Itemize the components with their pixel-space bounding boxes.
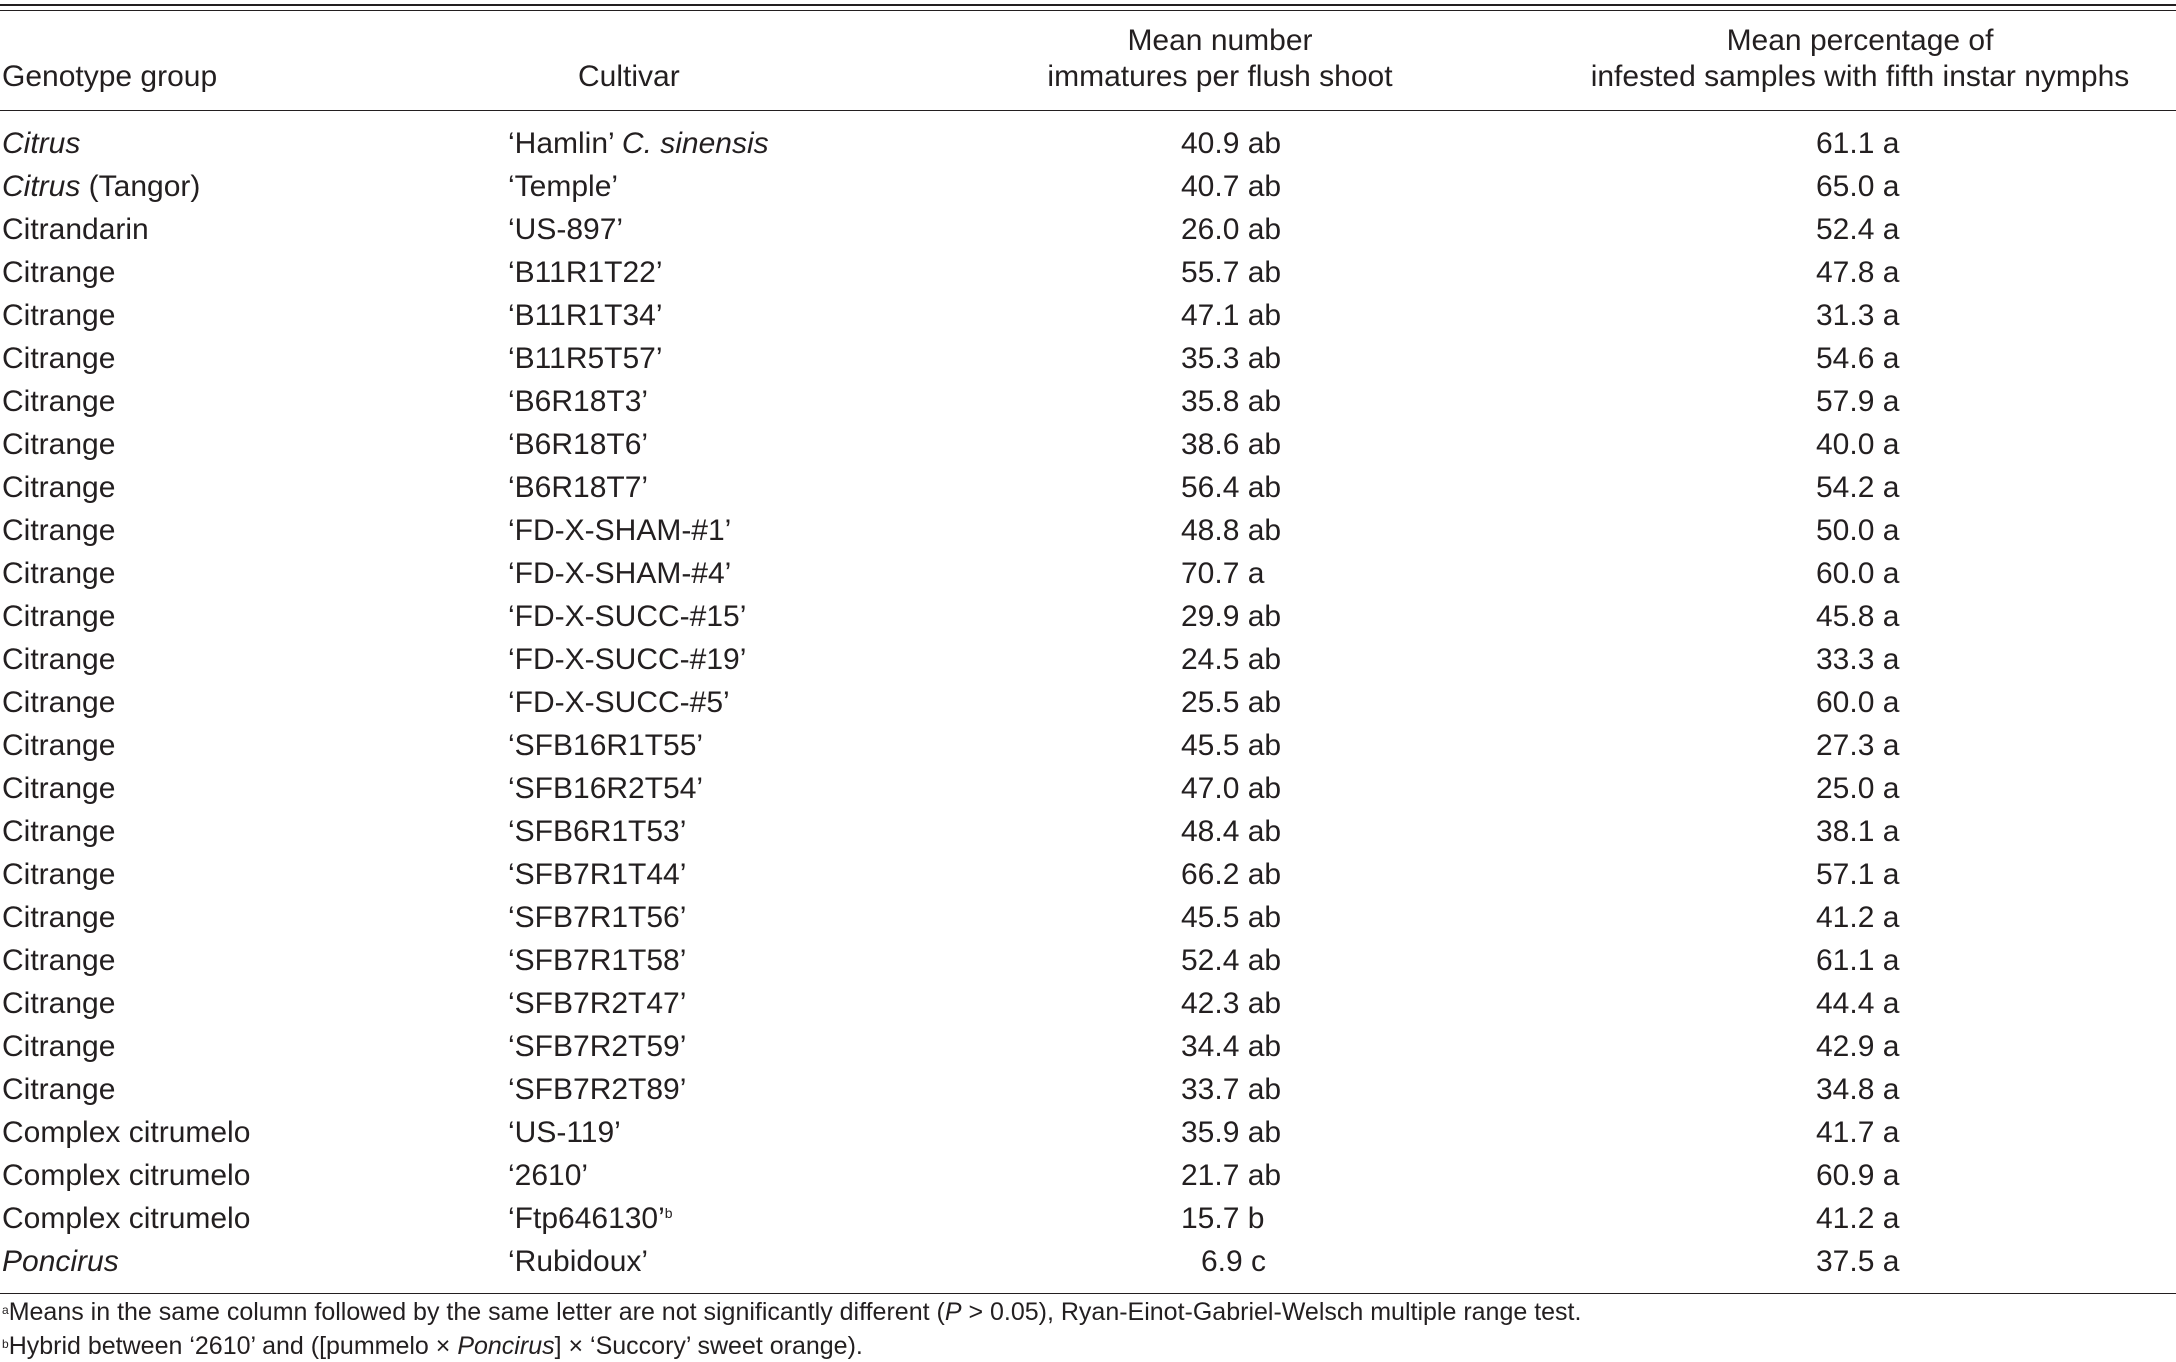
cell-mean-number: 38.6 ab bbox=[1181, 428, 1282, 461]
table-row bbox=[0, 771, 2176, 814]
cell-mean-percentage: 60.0 a bbox=[1816, 557, 1900, 590]
cell-genotype-group bbox=[2, 169, 200, 205]
cell-genotype-group bbox=[2, 900, 115, 936]
cell-mean-percentage: 57.1 a bbox=[1816, 858, 1900, 891]
table-row bbox=[0, 1201, 2176, 1244]
table-row bbox=[0, 556, 2176, 599]
table-row bbox=[0, 1115, 2176, 1158]
cell-cultivar bbox=[508, 1201, 673, 1237]
table-row bbox=[0, 943, 2176, 986]
cell-mean-number: 40.7 ab bbox=[1181, 170, 1282, 203]
cell-cultivar bbox=[508, 814, 686, 850]
table-row bbox=[0, 212, 2176, 255]
genotype-group-text: Citrange bbox=[2, 385, 116, 418]
genotype-group-text: Citrange bbox=[2, 858, 116, 891]
footnote-b bbox=[2, 1331, 863, 1361]
table-row bbox=[0, 298, 2176, 341]
cell-mean-percentage: 38.1 a bbox=[1816, 815, 1900, 848]
cell-cultivar bbox=[508, 900, 686, 936]
table-row bbox=[0, 685, 2176, 728]
cell-genotype-group bbox=[2, 255, 115, 291]
cultivar-text: ‘FD-X-SHAM-#1’ bbox=[508, 514, 732, 547]
cell-cultivar bbox=[508, 771, 703, 807]
table-row bbox=[0, 255, 2176, 298]
genotype-group-text: Citrange bbox=[2, 944, 116, 977]
cell-cultivar bbox=[508, 298, 663, 334]
cell-mean-number: 48.8 ab bbox=[1181, 514, 1282, 547]
genotype-group-italic: Citrus bbox=[2, 170, 81, 203]
footnote-b-text-2: ] × ‘Succory’ sweet orange). bbox=[554, 1332, 863, 1360]
footnote-a-text-italic: P bbox=[944, 1298, 962, 1326]
cultivar-text: ‘Rubidoux’ bbox=[508, 1245, 649, 1278]
cell-genotype-group bbox=[2, 986, 115, 1022]
cell-mean-percentage: 52.4 a bbox=[1816, 213, 1900, 246]
genotype-group-text: Citrange bbox=[2, 600, 116, 633]
cell-mean-percentage: 54.6 a bbox=[1816, 342, 1900, 375]
cell-mean-percentage: 41.7 a bbox=[1816, 1116, 1900, 1149]
cultivar-italic: C. sinensis bbox=[621, 127, 769, 160]
footnote-a-text-2: > 0.05), Ryan-Einot-Gabriel-Welsch multiple range test. bbox=[961, 1298, 1582, 1326]
cell-mean-number: 24.5 ab bbox=[1181, 643, 1282, 676]
genotype-group-text: Citrandarin bbox=[2, 213, 149, 246]
cell-mean-percentage: 41.2 a bbox=[1816, 1202, 1900, 1235]
cell-genotype-group bbox=[2, 384, 115, 420]
cell-mean-percentage: 57.9 a bbox=[1816, 385, 1900, 418]
table-row bbox=[0, 169, 2176, 212]
genotype-group-text: Citrange bbox=[2, 299, 116, 332]
genotype-group-text: Complex citrumelo bbox=[2, 1202, 251, 1235]
cell-mean-percentage: 44.4 a bbox=[1816, 987, 1900, 1020]
cell-mean-number: 47.0 ab bbox=[1181, 772, 1282, 805]
table-row bbox=[0, 1029, 2176, 1072]
cell-mean-percentage: 54.2 a bbox=[1816, 471, 1900, 504]
table-row bbox=[0, 470, 2176, 513]
table-row bbox=[0, 986, 2176, 1029]
genotype-group-text: Complex citrumelo bbox=[2, 1116, 251, 1149]
cell-mean-percentage: 37.5 a bbox=[1816, 1245, 1900, 1278]
table-row bbox=[0, 126, 2176, 169]
genotype-group-text: Citrange bbox=[2, 428, 116, 461]
header-mean-number bbox=[1020, 23, 1420, 95]
cell-cultivar bbox=[508, 427, 648, 463]
table-top-rule bbox=[0, 4, 2176, 6]
cell-cultivar bbox=[508, 341, 663, 377]
genotype-group-text: Citrange bbox=[2, 987, 116, 1020]
cell-cultivar bbox=[508, 255, 663, 291]
cell-genotype-group bbox=[2, 212, 149, 248]
cultivar-text: ‘SFB7R2T47’ bbox=[508, 987, 687, 1020]
cell-mean-number: 35.8 ab bbox=[1181, 385, 1282, 418]
cell-genotype-group bbox=[2, 298, 115, 334]
header-pct-line1: Mean percentage of bbox=[1726, 24, 1994, 57]
genotype-group-text: Citrange bbox=[2, 729, 116, 762]
cell-mean-number: 55.7 ab bbox=[1181, 256, 1282, 289]
cell-mean-number: 42.3 ab bbox=[1181, 987, 1282, 1020]
cell-mean-percentage: 41.2 a bbox=[1816, 901, 1900, 934]
genotype-group-italic: Poncirus bbox=[2, 1245, 119, 1278]
cell-mean-number: 45.5 ab bbox=[1181, 901, 1282, 934]
cell-mean-number: 35.3 ab bbox=[1181, 342, 1282, 375]
cell-cultivar bbox=[508, 212, 623, 248]
cultivar-text: ‘B11R1T22’ bbox=[508, 256, 663, 289]
cell-cultivar bbox=[508, 126, 769, 162]
cell-mean-percentage: 33.3 a bbox=[1816, 643, 1900, 676]
cell-mean-number: 34.4 ab bbox=[1181, 1030, 1282, 1063]
cell-cultivar bbox=[508, 169, 618, 205]
cultivar-text: ‘FD-X-SUCC-#5’ bbox=[508, 686, 730, 719]
cultivar-text: ‘SFB6R1T53’ bbox=[508, 815, 687, 848]
cell-cultivar bbox=[508, 1072, 686, 1108]
table-row bbox=[0, 900, 2176, 943]
cell-mean-percentage: 65.0 a bbox=[1816, 170, 1900, 203]
cell-cultivar bbox=[508, 1158, 588, 1194]
header-cultivar: Cultivar bbox=[578, 60, 680, 93]
genotype-group-text: Citrange bbox=[2, 643, 116, 676]
genotype-group-text: Citrange bbox=[2, 1030, 116, 1063]
cell-cultivar bbox=[508, 986, 686, 1022]
cell-genotype-group bbox=[2, 126, 80, 162]
cell-mean-number: 48.4 ab bbox=[1181, 815, 1282, 848]
cell-genotype-group bbox=[2, 513, 115, 549]
cell-mean-number: 47.1 ab bbox=[1181, 299, 1282, 332]
cell-cultivar bbox=[508, 857, 686, 893]
cell-mean-percentage: 40.0 a bbox=[1816, 428, 1900, 461]
cell-cultivar bbox=[508, 642, 746, 678]
cell-genotype-group bbox=[2, 814, 115, 850]
cell-genotype-group bbox=[2, 1158, 250, 1194]
cell-mean-number: 45.5 ab bbox=[1181, 729, 1282, 762]
cultivar-text: ‘SFB7R1T44’ bbox=[508, 858, 687, 891]
cell-genotype-group bbox=[2, 556, 115, 592]
cell-cultivar bbox=[508, 599, 746, 635]
genotype-group-text: Citrange bbox=[2, 772, 116, 805]
header-mean-line2: immatures per flush shoot bbox=[1047, 60, 1393, 93]
footnote-a-mark: a bbox=[2, 1303, 9, 1317]
table-row bbox=[0, 642, 2176, 685]
cultivar-text: ‘Temple’ bbox=[508, 170, 619, 203]
cell-cultivar bbox=[508, 1029, 686, 1065]
cell-genotype-group bbox=[2, 1029, 115, 1065]
cell-genotype-group bbox=[2, 642, 115, 678]
cultivar-text: ‘FD-X-SUCC-#19’ bbox=[508, 643, 747, 676]
cell-genotype-group bbox=[2, 1115, 250, 1151]
cell-mean-number: 26.0 ab bbox=[1181, 213, 1282, 246]
cultivar-text: ‘B11R1T34’ bbox=[508, 299, 663, 332]
genotype-group-text: (Tangor) bbox=[80, 170, 201, 203]
cultivar-text: ‘SFB7R2T89’ bbox=[508, 1073, 687, 1106]
cell-mean-number: 15.7 b bbox=[1181, 1202, 1265, 1235]
header-mean-percentage bbox=[1560, 23, 2160, 95]
cell-mean-percentage: 27.3 a bbox=[1816, 729, 1900, 762]
cell-mean-number: 56.4 ab bbox=[1181, 471, 1282, 504]
table-header-rule bbox=[0, 110, 2176, 111]
cell-genotype-group bbox=[2, 1072, 115, 1108]
cell-genotype-group bbox=[2, 427, 115, 463]
cell-mean-number: 52.4 ab bbox=[1181, 944, 1282, 977]
cell-mean-percentage: 50.0 a bbox=[1816, 514, 1900, 547]
cell-genotype-group bbox=[2, 857, 115, 893]
cultivar-text: ‘Ftp646130’ bbox=[508, 1202, 665, 1235]
cell-cultivar bbox=[508, 513, 731, 549]
footnote-a bbox=[2, 1297, 1581, 1327]
cultivar-text: ‘B6R18T3’ bbox=[508, 385, 649, 418]
cell-mean-percentage: 45.8 a bbox=[1816, 600, 1900, 633]
table-top-rule-thin bbox=[0, 10, 2176, 11]
cell-mean-percentage: 60.0 a bbox=[1816, 686, 1900, 719]
header-genotype-group: Genotype group bbox=[2, 60, 218, 93]
table-row bbox=[0, 341, 2176, 384]
cell-cultivar bbox=[508, 470, 648, 506]
table-row bbox=[0, 1244, 2176, 1287]
table-bottom-rule bbox=[0, 1293, 2176, 1294]
cell-mean-percentage: 31.3 a bbox=[1816, 299, 1900, 332]
footnote-b-text-1: Hybrid between ‘2610’ and ([pummelo × bbox=[8, 1332, 458, 1360]
cell-mean-percentage: 42.9 a bbox=[1816, 1030, 1900, 1063]
table-row bbox=[0, 814, 2176, 857]
table-row bbox=[0, 1158, 2176, 1201]
table-row bbox=[0, 384, 2176, 427]
cell-cultivar bbox=[508, 728, 703, 764]
cultivar-text: ‘2610’ bbox=[508, 1159, 589, 1192]
header-mean-line1: Mean number bbox=[1127, 24, 1313, 57]
cell-mean-percentage: 61.1 a bbox=[1816, 127, 1900, 160]
cell-mean-number: 6.9 c bbox=[1201, 1245, 1267, 1278]
cell-mean-percentage: 25.0 a bbox=[1816, 772, 1900, 805]
cell-cultivar bbox=[508, 685, 730, 721]
cell-genotype-group bbox=[2, 943, 115, 979]
cell-genotype-group bbox=[2, 1201, 250, 1237]
cell-mean-number: 29.9 ab bbox=[1181, 600, 1282, 633]
genotype-group-text: Citrange bbox=[2, 686, 116, 719]
cell-genotype-group bbox=[2, 1244, 119, 1280]
cultivar-text: ‘Hamlin’ bbox=[508, 127, 622, 160]
cultivar-footnote-mark: b bbox=[664, 1205, 673, 1221]
cultivar-text: ‘B6R18T7’ bbox=[508, 471, 649, 504]
cell-cultivar bbox=[508, 943, 686, 979]
cultivar-text: ‘B6R18T6’ bbox=[508, 428, 649, 461]
table-row bbox=[0, 728, 2176, 771]
cell-genotype-group bbox=[2, 685, 115, 721]
cultivar-text: ‘SFB16R1T55’ bbox=[508, 729, 704, 762]
cell-genotype-group bbox=[2, 470, 115, 506]
cultivar-text: ‘US-897’ bbox=[508, 213, 624, 246]
table-body bbox=[0, 126, 2176, 1287]
cell-mean-number: 66.2 ab bbox=[1181, 858, 1282, 891]
cell-mean-number: 35.9 ab bbox=[1181, 1116, 1282, 1149]
cell-cultivar bbox=[508, 1244, 648, 1280]
genotype-group-text: Citrange bbox=[2, 342, 116, 375]
footnote-b-mark: b bbox=[2, 1337, 9, 1351]
footnote-b-text-italic: Poncirus bbox=[457, 1332, 555, 1360]
cultivar-text: ‘FD-X-SUCC-#15’ bbox=[508, 600, 747, 633]
genotype-group-text: Complex citrumelo bbox=[2, 1159, 251, 1192]
cell-cultivar bbox=[508, 384, 648, 420]
cell-mean-number: 70.7 a bbox=[1181, 557, 1265, 590]
cultivar-text: ‘B11R5T57’ bbox=[508, 342, 663, 375]
genotype-group-italic: Citrus bbox=[2, 127, 81, 160]
cultivar-text: ‘SFB7R1T58’ bbox=[508, 944, 687, 977]
cell-genotype-group bbox=[2, 728, 115, 764]
table-row bbox=[0, 1072, 2176, 1115]
cell-cultivar bbox=[508, 556, 731, 592]
cell-mean-percentage: 61.1 a bbox=[1816, 944, 1900, 977]
cultivar-text: ‘FD-X-SHAM-#4’ bbox=[508, 557, 732, 590]
cell-mean-percentage: 60.9 a bbox=[1816, 1159, 1900, 1192]
cell-mean-percentage: 47.8 a bbox=[1816, 256, 1900, 289]
table-row bbox=[0, 599, 2176, 642]
footnote-a-text-1: Means in the same column followed by the same letter are not significantly different ( bbox=[8, 1298, 945, 1326]
cell-mean-number: 21.7 ab bbox=[1181, 1159, 1282, 1192]
header-pct-line2: infested samples with fifth instar nymphs bbox=[1590, 60, 2130, 93]
genotype-group-text: Citrange bbox=[2, 815, 116, 848]
table-row bbox=[0, 857, 2176, 900]
cultivar-text: ‘SFB16R2T54’ bbox=[508, 772, 704, 805]
cultivar-text: ‘SFB7R2T59’ bbox=[508, 1030, 687, 1063]
genotype-group-text: Citrange bbox=[2, 901, 116, 934]
cell-mean-number: 33.7 ab bbox=[1181, 1073, 1282, 1106]
cell-cultivar bbox=[508, 1115, 621, 1151]
genotype-group-text: Citrange bbox=[2, 256, 116, 289]
table-row bbox=[0, 513, 2176, 556]
genotype-group-text: Citrange bbox=[2, 557, 116, 590]
cultivar-text: ‘SFB7R1T56’ bbox=[508, 901, 687, 934]
cell-genotype-group bbox=[2, 341, 115, 377]
cultivar-text: ‘US-119’ bbox=[508, 1116, 621, 1149]
genotype-group-text: Citrange bbox=[2, 1073, 116, 1106]
cell-mean-number: 25.5 ab bbox=[1181, 686, 1282, 719]
cell-mean-number: 40.9 ab bbox=[1181, 127, 1282, 160]
cell-genotype-group bbox=[2, 599, 115, 635]
genotype-group-text: Citrange bbox=[2, 514, 116, 547]
genotype-group-text: Citrange bbox=[2, 471, 116, 504]
cell-mean-percentage: 34.8 a bbox=[1816, 1073, 1900, 1106]
cell-genotype-group bbox=[2, 771, 115, 807]
table-row bbox=[0, 427, 2176, 470]
